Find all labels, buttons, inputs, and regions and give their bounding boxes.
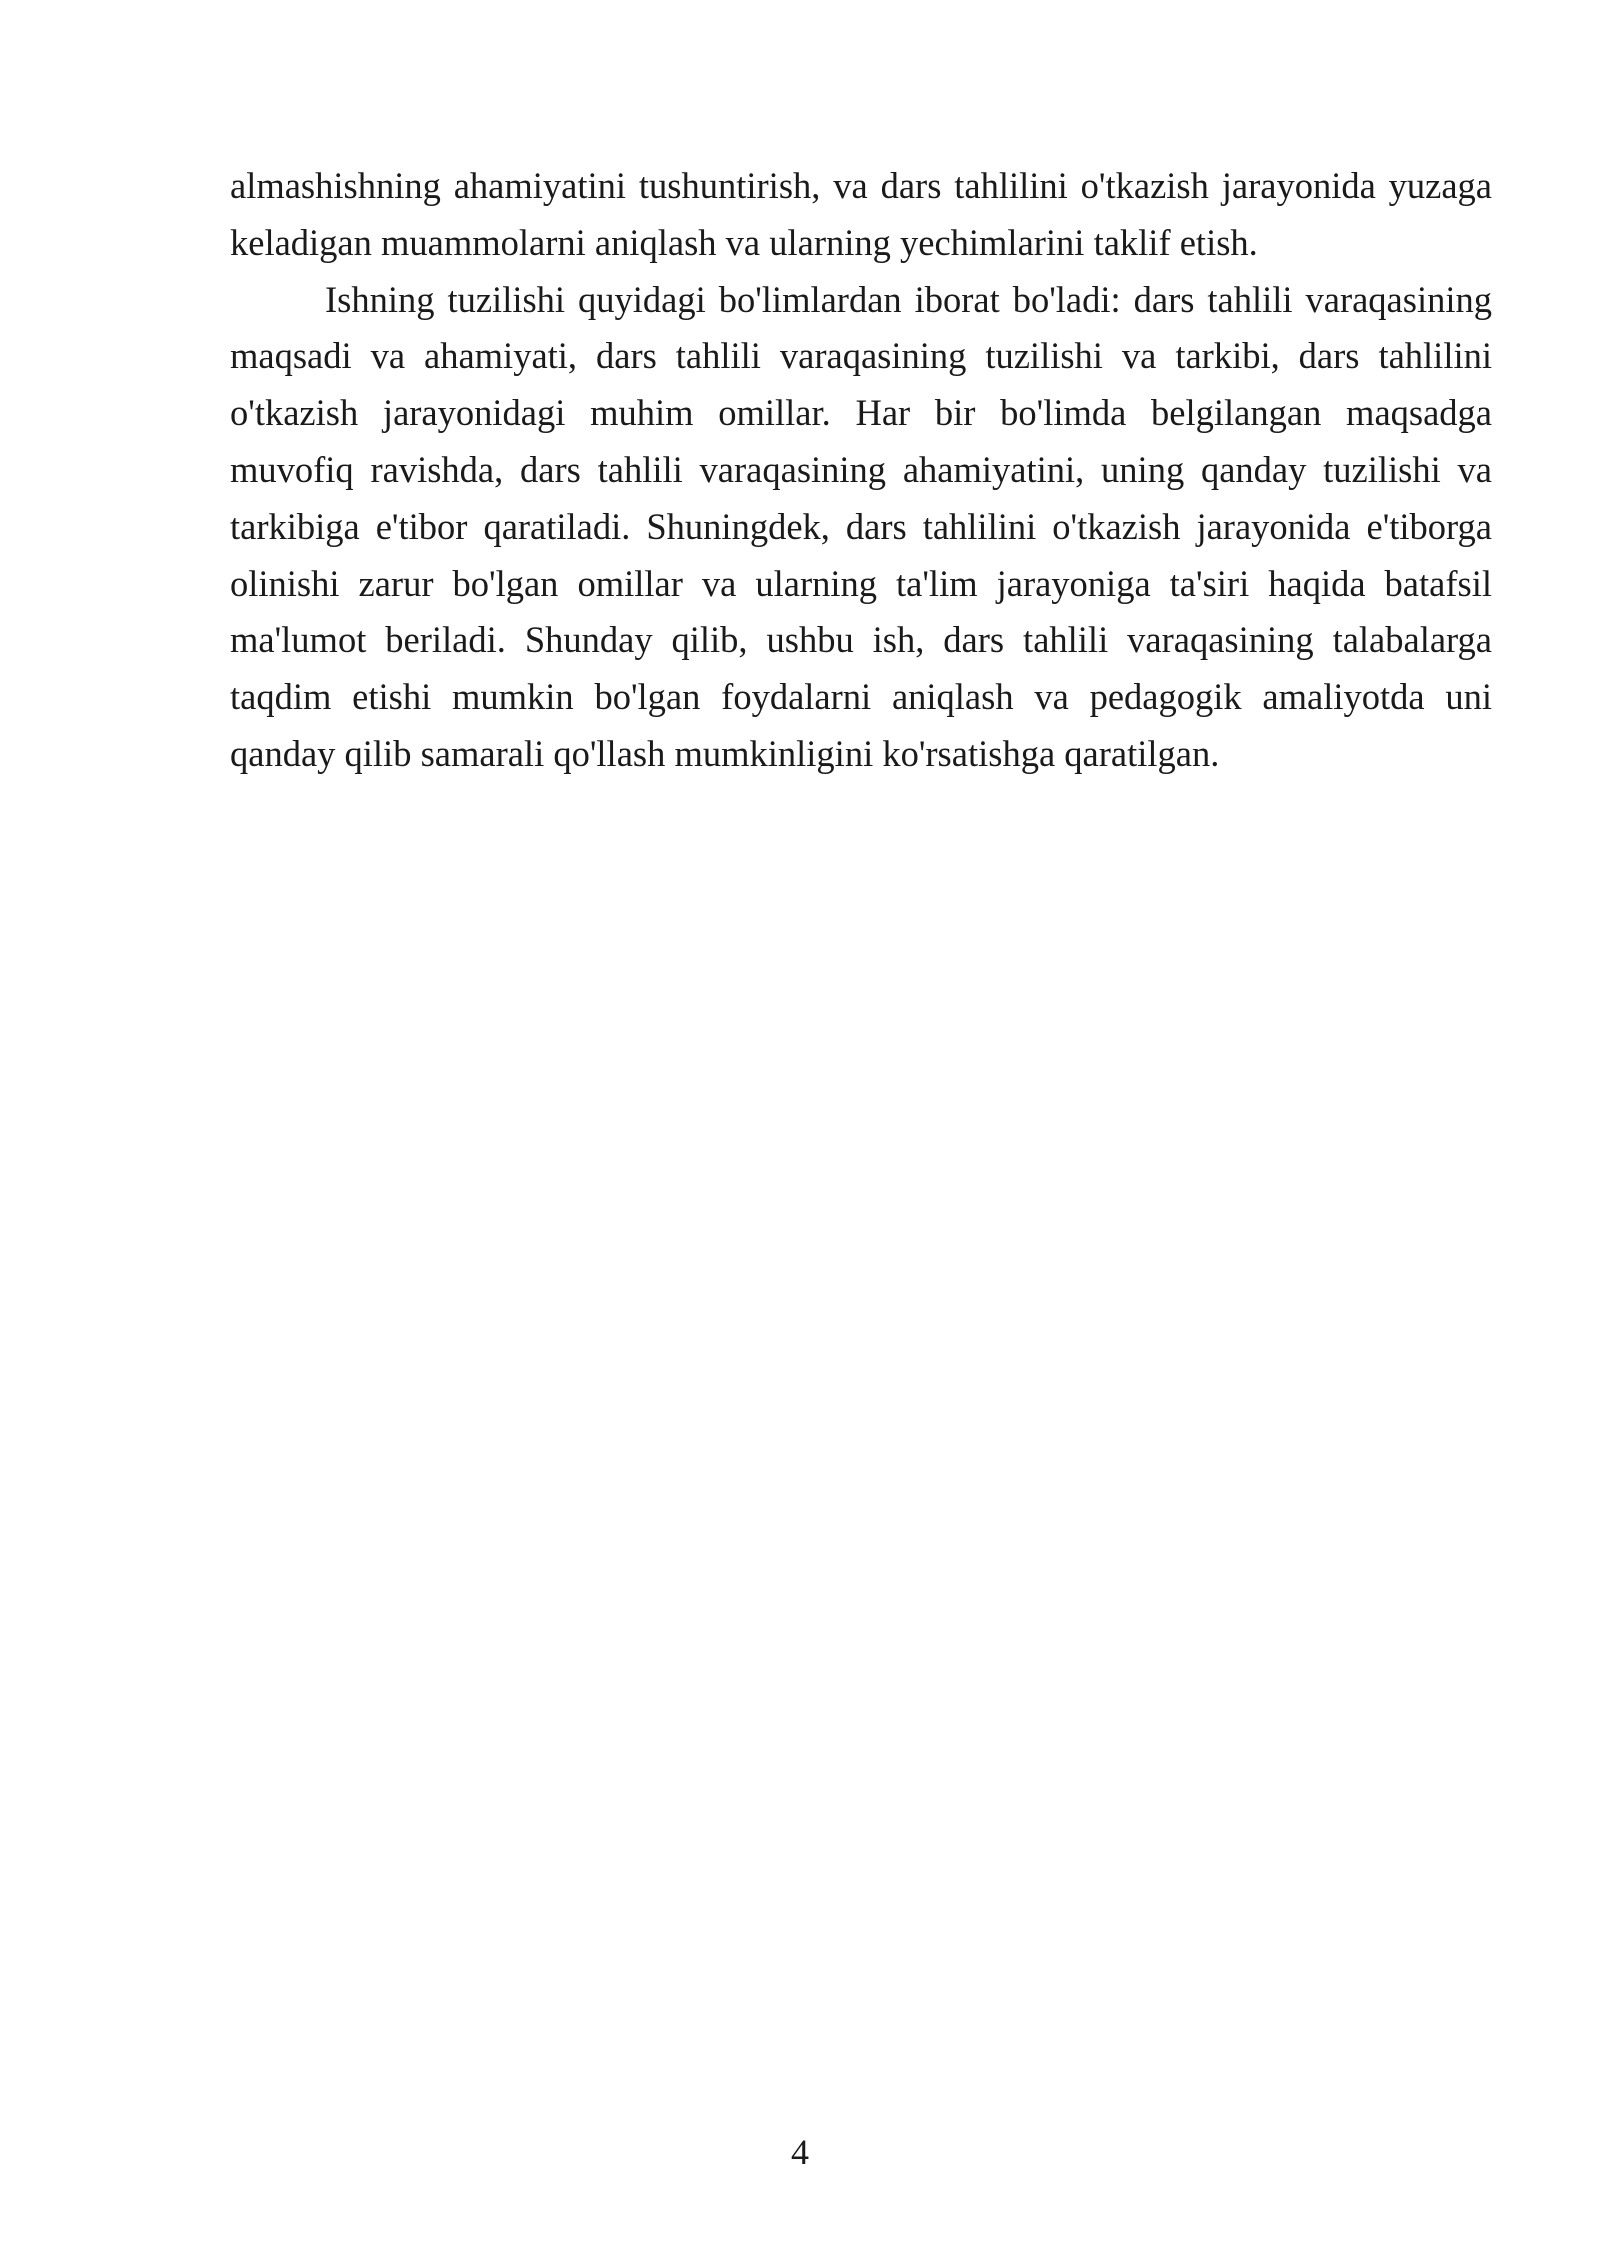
paragraph-structure: Ishning tuzilishi quyidagi bo'limlardan iborat bo'ladi: dars tahlili varaqasining maqsadi va ahamiyati, dars tahlili varaqasining tuzilishi va tarkibi, dars tahlilini o'tkazish jarayonidagi muhim omillar. Har bir bo'limda belgilangan maqsadga muvofiq ravishda, dars tahlili varaqasining ahamiyatini, uning qanday tuzilishi va tarkibiga e'tibor qaratiladi. Shuningdek, dars tahlilini o'tkazish jarayonida e'tiborga olinishi zarur bo'lgan omillar va ularning ta'lim jarayoniga ta'siri haqida batafsil ma'lumot beriladi. Shunday qilib, ushbu ish, dars tahlili varaqasining talabalarga taqdim etishi mumkin bo'lgan foydalarni aniqlash va pedagogik amaliyotda uni qanday qilib samarali qo'llash mumkinligini ko'rsatishga qaratilgan. [230, 278, 1492, 774]
page-number: 4 [791, 2132, 809, 2172]
paragraph-continuation: almashishning ahamiyatini tushuntirish, va dars tahlilini o'tkazish jarayonida yuzaga keladigan muammolarni aniqlash va ularning yechimlarini taklif etish. [230, 165, 1492, 263]
body-text [230, 158, 1492, 783]
